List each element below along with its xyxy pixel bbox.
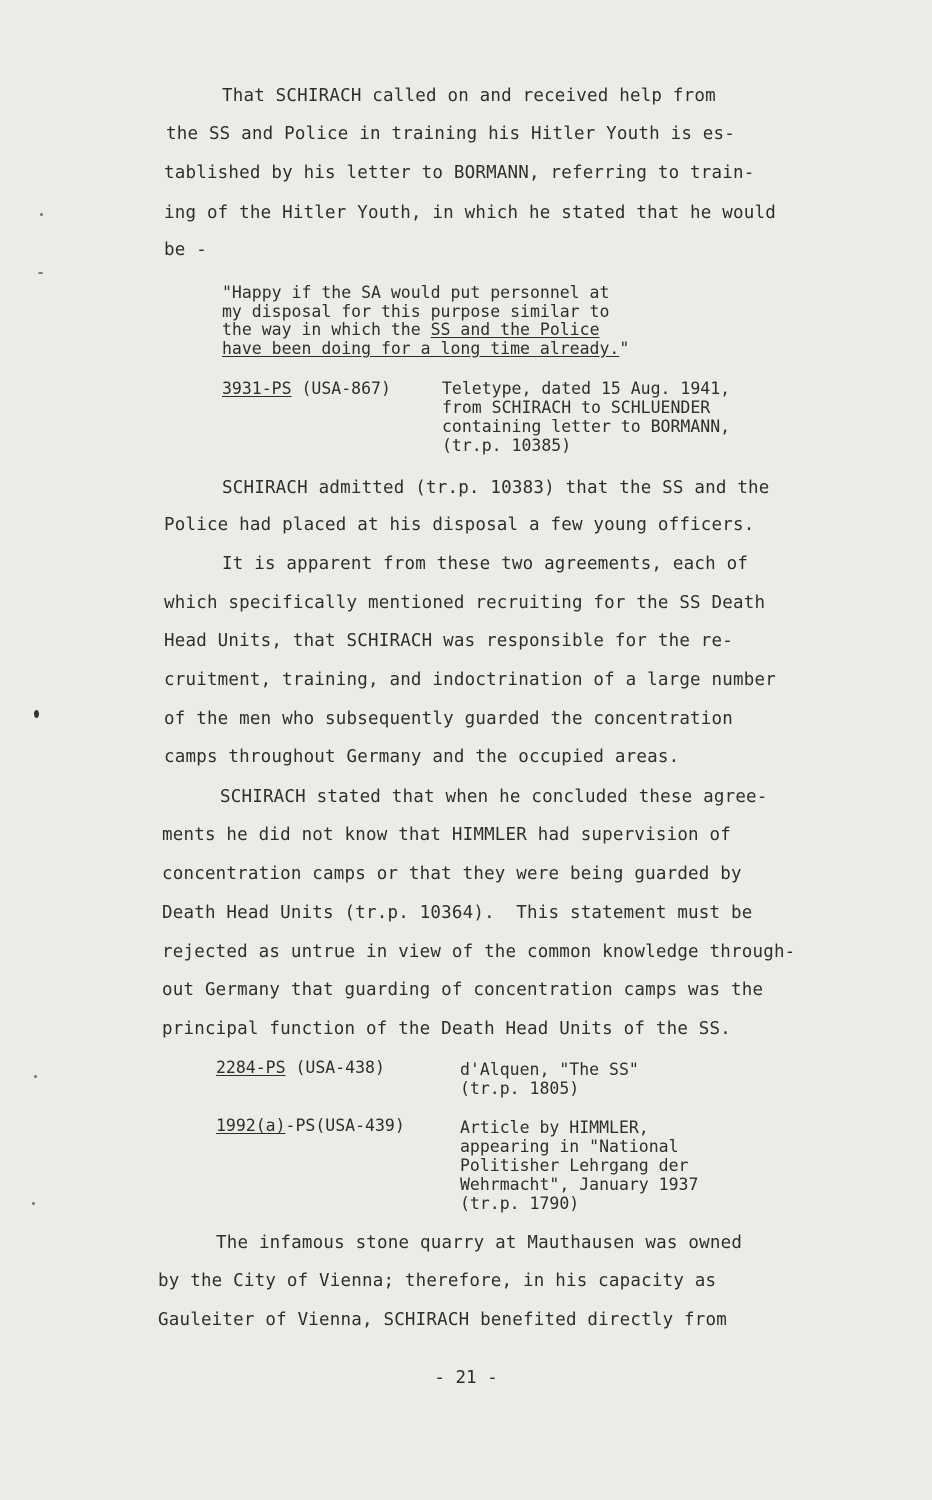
margin-speck	[34, 710, 39, 718]
margin-speck	[40, 213, 43, 216]
page-number: - 21 -	[434, 1368, 498, 1388]
para2-line-2: Police had placed at his disposal a few young officers.	[164, 515, 755, 535]
para1-line-3: tablished by his letter to BORMANN, referring to train-	[164, 163, 755, 183]
quote-line-1: "Happy if the SA would put personnel at	[222, 283, 610, 302]
citation-1-doc: 3931-PS	[222, 379, 292, 398]
para4-line-1: SCHIRACH stated that when he concluded these agree-	[220, 787, 768, 807]
para3-line-5: of the men who subsequently guarded the concentration	[164, 709, 734, 729]
quote-line-3	[222, 321, 600, 340]
citation-3-desc-3: Politisher Lehrgang der	[460, 1156, 689, 1175]
margin-speck	[32, 1202, 35, 1205]
quote-line-4-text: have been doing for a long time already.	[222, 339, 620, 358]
citation-1-exhibit: (USA-867)	[291, 379, 391, 398]
margin-speck	[34, 1075, 37, 1078]
quote-line-4	[222, 340, 629, 359]
para4-line-4: Death Head Units (tr.p. 10364). This statement must be	[162, 903, 753, 923]
citation-2-desc-2: (tr.p. 1805)	[460, 1079, 580, 1098]
citation-1-desc-4: (tr.p. 10385)	[442, 436, 572, 455]
citation-2-desc-1: d'Alquen, "The SS"	[460, 1060, 639, 1079]
para4-line-3: concentration camps or that they were being guarded by	[162, 864, 742, 884]
para3-line-4: cruitment, training, and indoctrination of a large number	[164, 670, 776, 690]
quote-close-mark: "	[619, 339, 630, 358]
citation-2-exhibit: (USA-438)	[285, 1058, 385, 1077]
para4-line-6: out Germany that guarding of concentration camps was the	[162, 980, 764, 1000]
para1-line-1: That SCHIRACH called on and received help from	[222, 86, 716, 106]
para2-line-1: SCHIRACH admitted (tr.p. 10383) that the SS and the	[222, 478, 770, 498]
para3-line-1: It is apparent from these two agreements, each of	[222, 554, 749, 574]
citation-1-desc-2: from SCHIRACH to SCHLUENDER	[442, 398, 711, 417]
quote-underlined-phrase: SS and the Police	[430, 320, 600, 339]
citation-3-exhibit: -PS(USA-439)	[285, 1116, 405, 1135]
para5-line-3: Gauleiter of Vienna, SCHIRACH benefited directly from	[158, 1310, 728, 1330]
citation-3-desc-1: Article by HIMMLER,	[460, 1118, 649, 1137]
para3-line-6: camps throughout Germany and the occupied areas.	[164, 747, 680, 767]
quote-line-2: my disposal for this purpose similar to	[222, 302, 610, 321]
citation-1-desc-3: containing letter to BORMANN,	[442, 417, 731, 436]
citation-3-desc-2: appearing in "National	[460, 1137, 679, 1156]
para5-line-1: The infamous stone quarry at Mauthausen was owned	[216, 1233, 743, 1253]
citation-2-doc: 2284-PS	[216, 1058, 286, 1077]
para4-line-5: rejected as untrue in view of the common knowledge through-	[162, 942, 796, 962]
quote-line-3-text: the way in which the	[222, 320, 431, 339]
para3-line-2: which specifically mentioned recruiting for the SS Death	[164, 593, 766, 613]
para3-line-3: Head Units, that SCHIRACH was responsible for the re-	[164, 631, 734, 651]
para1-line-2: the SS and Police in training his Hitler Youth is es-	[166, 124, 736, 144]
margin-speck	[38, 272, 43, 274]
citation-3-desc-5: (tr.p. 1790)	[460, 1194, 580, 1213]
para4-line-2: ments he did not know that HIMMLER had supervision of	[162, 825, 732, 845]
citation-2-ref	[216, 1059, 385, 1078]
citation-3-doc: 1992(a)	[216, 1116, 286, 1135]
citation-1-ref	[222, 380, 391, 399]
citation-1-desc-1: Teletype, dated 15 Aug. 1941,	[442, 379, 731, 398]
para4-line-7: principal function of the Death Head Units of the SS.	[162, 1019, 732, 1039]
citation-3-ref	[216, 1117, 405, 1136]
para1-line-5: be -	[164, 240, 207, 260]
para5-line-2: by the City of Vienna; therefore, in his capacity as	[158, 1271, 717, 1291]
citation-3-desc-4: Wehrmacht", January 1937	[460, 1175, 699, 1194]
para1-line-4: ing of the Hitler Youth, in which he stated that he would	[164, 203, 776, 223]
